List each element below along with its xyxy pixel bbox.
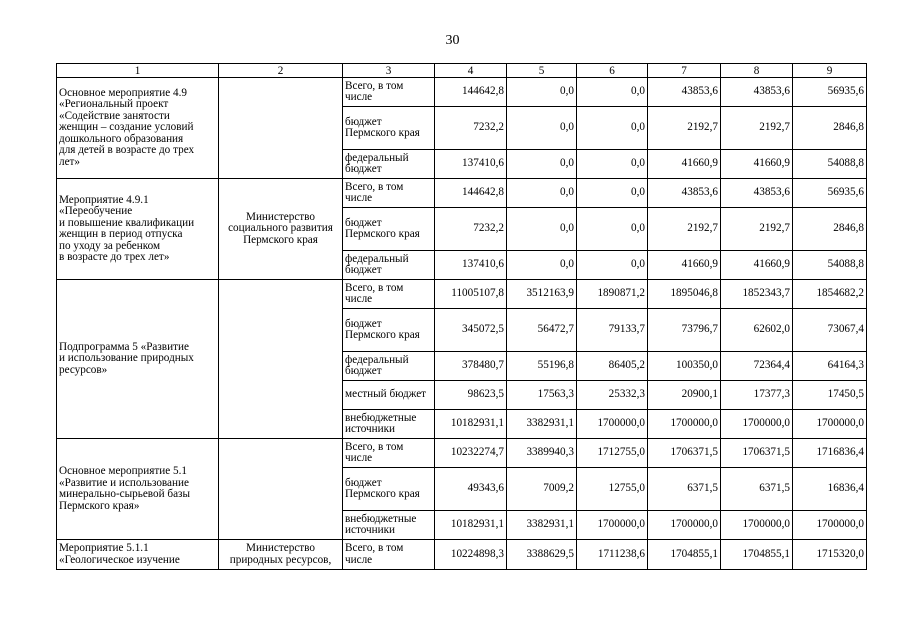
value-cell: 1711238,6 [577,540,648,570]
value-cell: 56935,6 [793,78,867,107]
table-row [57,78,867,107]
activity-name-line: дошкольного образования [59,132,184,145]
value-cell: 1895046,8 [648,280,721,309]
value-cell: 11005107,8 [435,280,507,309]
activity-name-line: ресурсов» [59,363,108,376]
activity-name-cell [57,78,219,179]
page-number: 30 [445,33,460,48]
activity-name-line: и использование природных [59,352,194,365]
value-cell: 7009,2 [507,468,577,511]
value-cell: 345072,5 [435,309,507,352]
value-cell: 7232,2 [435,107,507,150]
table-row [57,540,867,570]
value-cell: 3389940,3 [507,439,577,468]
value-cell: 43853,6 [648,78,721,107]
value-cell: 1890871,2 [577,280,648,309]
activity-name-line: по уходу за ребенком [59,239,161,252]
executor-cell [219,439,343,540]
executor-cell [219,179,343,280]
value-cell: 43853,6 [721,179,793,208]
activity-name-line: минерально-сырьевой базы [59,488,190,500]
value-cell: 2846,8 [793,208,867,251]
value-cell: 1712755,0 [577,439,648,468]
table-row [57,280,867,309]
value-cell: 43853,6 [648,179,721,208]
value-cell: 72364,4 [721,352,793,381]
value-cell: 3388629,5 [507,540,577,570]
column-header: 1 [57,64,219,78]
value-cell: 2192,7 [648,208,721,251]
funding-source-cell: Всего, в том числе [343,78,435,107]
column-header: 5 [507,64,577,78]
value-cell: 10182931,1 [435,511,507,540]
value-cell: 17563,3 [507,381,577,410]
executor-cell [219,280,343,439]
header-row [57,64,867,78]
value-cell: 86405,2 [577,352,648,381]
funding-source-cell: Всего, в том числе [343,280,435,309]
funding-source-cell: бюджет Пермского края [343,208,435,251]
value-cell: 0,0 [577,179,648,208]
value-cell: 17377,3 [721,381,793,410]
funding-source-cell: федеральный бюджет [343,251,435,280]
value-cell: 10232274,7 [435,439,507,468]
value-cell: 3512163,9 [507,280,577,309]
activity-name-line: лет» [59,155,81,168]
value-cell: 0,0 [577,208,648,251]
value-cell: 41660,9 [648,251,721,280]
value-cell: 56472,7 [507,309,577,352]
activity-name-line: «Региональный проект [59,98,169,111]
value-cell: 0,0 [507,107,577,150]
column-header: 3 [343,64,435,78]
value-cell: 20900,1 [648,381,721,410]
value-cell: 1700000,0 [793,410,867,439]
value-cell: 1700000,0 [648,410,721,439]
value-cell: 25332,3 [577,381,648,410]
value-cell: 1700000,0 [721,511,793,540]
value-cell: 1706371,5 [648,439,721,468]
value-cell: 0,0 [507,208,577,251]
value-cell: 1704855,1 [721,540,793,570]
activity-name-line: Подпрограмма 5 «Развитие [59,340,189,353]
value-cell: 73796,7 [648,309,721,352]
value-cell: 2192,7 [648,107,721,150]
funding-source-cell: бюджет Пермского края [343,107,435,150]
value-cell: 7232,2 [435,208,507,251]
value-cell: 49343,6 [435,468,507,511]
activity-name-line: женщин в период отпуска [59,228,183,240]
value-cell: 98623,5 [435,381,507,410]
executor-cell [219,540,343,570]
column-header: 9 [793,64,867,78]
funding-source-cell: федеральный бюджет [343,150,435,179]
value-cell: 54088,8 [793,150,867,179]
value-cell: 0,0 [507,251,577,280]
value-cell: 1852343,7 [721,280,793,309]
funding-source-cell: бюджет Пермского края [343,468,435,511]
activity-name-line: Основное мероприятие 4.9 [59,86,187,99]
activity-name-cell [57,280,219,439]
activity-name-line: «Геологическое изучение [59,553,180,566]
column-header: 4 [435,64,507,78]
value-cell: 1704855,1 [648,540,721,570]
activity-name-line: Основное мероприятие 5.1 [59,465,187,477]
funding-source-cell: внебюджетные источники [343,410,435,439]
value-cell: 0,0 [507,179,577,208]
value-cell: 73067,4 [793,309,867,352]
value-cell: 55196,8 [507,352,577,381]
value-cell: 378480,7 [435,352,507,381]
value-cell: 100350,0 [648,352,721,381]
table-row [57,439,867,468]
value-cell: 1706371,5 [721,439,793,468]
activity-name-line: «Содействие занятости [59,109,170,122]
value-cell: 1700000,0 [793,511,867,540]
activity-name-cell [57,439,219,540]
activity-name-cell [57,540,219,570]
column-header: 2 [219,64,343,78]
value-cell: 54088,8 [793,251,867,280]
executor-line: Пермского края [243,233,318,246]
value-cell: 6371,5 [648,468,721,511]
value-cell: 12755,0 [577,468,648,511]
value-cell: 41660,9 [721,150,793,179]
funding-source-cell: местный бюджет [343,381,435,410]
value-cell: 2192,7 [721,208,793,251]
value-cell: 137410,6 [435,150,507,179]
funding-source-cell: Всего, в том числе [343,540,435,570]
activity-name-line: и повышение квалификации [59,216,195,229]
funding-source-cell: Всего, в том числе [343,179,435,208]
budget-table [56,63,867,570]
value-cell: 43853,6 [721,78,793,107]
value-cell: 62602,0 [721,309,793,352]
value-cell: 1700000,0 [648,511,721,540]
value-cell: 0,0 [577,78,648,107]
activity-name-line: «Развитие и использование [59,476,189,489]
value-cell: 0,0 [507,150,577,179]
value-cell: 17450,5 [793,381,867,410]
activity-name-line: женщин – создание условий [59,121,194,134]
executor-line: Министерство [246,210,315,223]
value-cell: 1854682,2 [793,280,867,309]
activity-name-line: Мероприятие 4.9.1 [59,193,149,206]
value-cell: 41660,9 [721,251,793,280]
value-cell: 144642,8 [435,179,507,208]
activity-name-line: Мероприятие 5.1.1 [59,542,149,554]
funding-source-cell: федеральный бюджет [343,352,435,381]
column-header: 7 [648,64,721,78]
funding-source-cell: Всего, в том числе [343,439,435,468]
value-cell: 144642,8 [435,78,507,107]
value-cell: 0,0 [577,107,648,150]
value-cell: 0,0 [577,251,648,280]
value-cell: 1700000,0 [577,410,648,439]
value-cell: 1700000,0 [577,511,648,540]
value-cell: 56935,6 [793,179,867,208]
value-cell: 1700000,0 [721,410,793,439]
activity-name-cell [57,179,219,280]
value-cell: 64164,3 [793,352,867,381]
table-row [57,179,867,208]
value-cell: 41660,9 [648,150,721,179]
value-cell: 16836,4 [793,468,867,511]
value-cell: 3382931,1 [507,511,577,540]
value-cell: 0,0 [507,78,577,107]
executor-line: природных ресурсов, [229,553,332,566]
value-cell: 6371,5 [721,468,793,511]
funding-source-cell: бюджет Пермского края [343,309,435,352]
executor-cell [219,78,343,179]
value-cell: 2192,7 [721,107,793,150]
value-cell: 0,0 [577,150,648,179]
value-cell: 3382931,1 [507,410,577,439]
value-cell: 1715320,0 [793,540,867,570]
activity-name-line: «Переобучение [59,205,133,217]
activity-name-line: для детей в возрасте до трех [59,144,195,157]
activity-name-line: в возрасте до трех лет» [59,251,170,263]
value-cell: 1716836,4 [793,439,867,468]
column-header: 6 [577,64,648,78]
value-cell: 10182931,1 [435,410,507,439]
executor-line: социального развития [228,222,333,235]
funding-source-cell: внебюджетные источники [343,511,435,540]
activity-name-line: Пермского края» [59,499,140,512]
value-cell: 137410,6 [435,251,507,280]
value-cell: 10224898,3 [435,540,507,570]
value-cell: 2846,8 [793,107,867,150]
value-cell: 79133,7 [577,309,648,352]
executor-line: Министерство [246,542,315,554]
column-header: 8 [721,64,793,78]
